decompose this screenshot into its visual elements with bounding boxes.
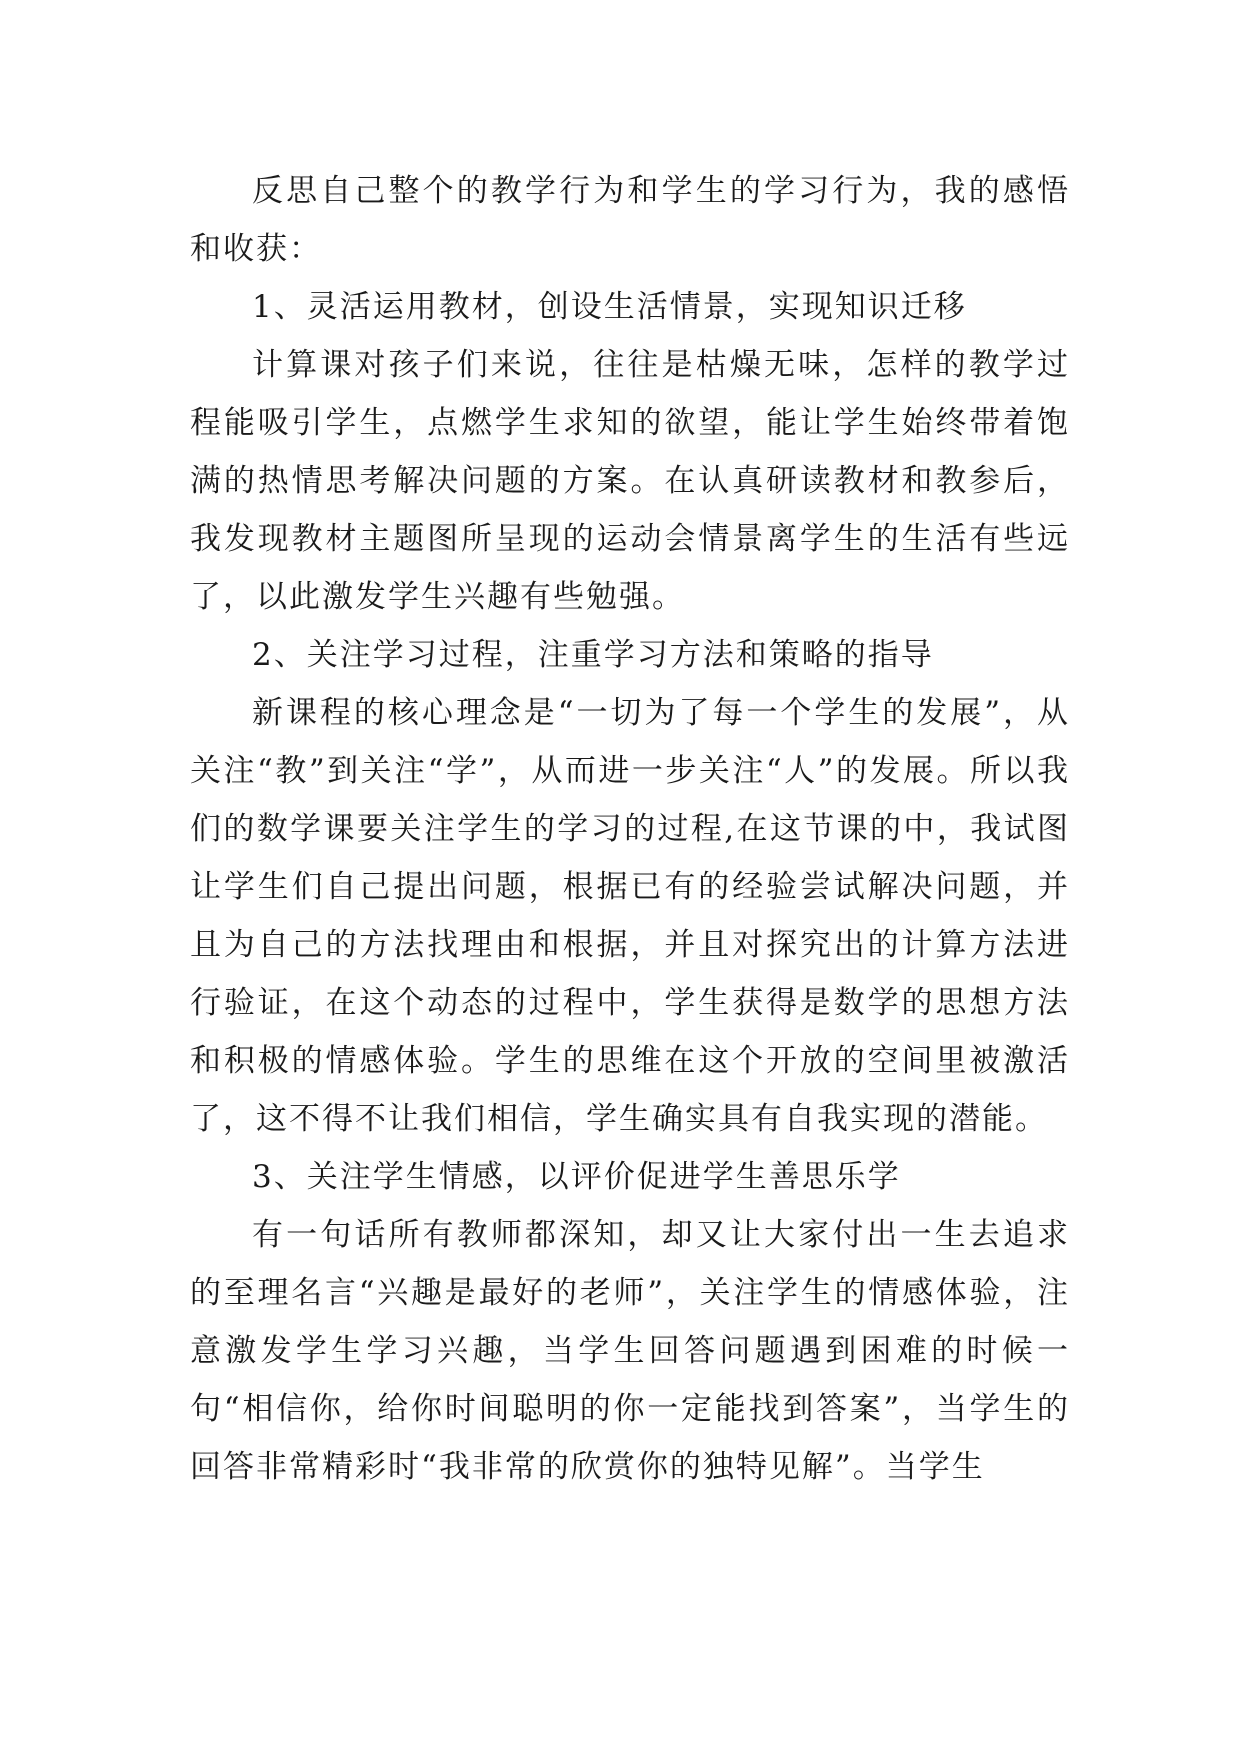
heading-3: 3、关注学生情感，以评价促进学生善思乐学 <box>252 1159 901 1195</box>
document-body <box>190 162 1070 1496</box>
heading-2: 2、关注学习过程，注重学习方法和策略的指导 <box>252 637 934 673</box>
paragraph-3: 有一句话所有教师都深知，却又让大家付出一生去追求的至理名言“兴趣是最好的老师”，关注学生的情感体验，注意激发学生学习兴趣，当学生回答问题遇到困难的时候一句“相信你，给你时间聪明的你一定能找到答案”，当学生的回答非常精彩时“我非常的欣赏你的独特见解”。当学生 <box>190 1217 1070 1485</box>
paragraph-2: 新课程的核心理念是“一切为了每一个学生的发展”，从关注“教”到关注“学”，从而进一步关注“人”的发展。所以我们的数学课要关注学生的学习的过程,在这节课的中，我试图让学生们自己提出问题，根据已有的经验尝试解决问题，并且为自己的方法找理由和根据，并且对探究出的计算方法进行验证，在这个动态的过程中，学生获得是数学的思想方法和积极的情感体验。学生的思维在这个开放的空间里被激活了，这不得不让我们相信，学生确实具有自我实现的潜能。 <box>190 695 1070 1137</box>
paragraph-1: 计算课对孩子们来说，往往是枯燥无味，怎样的教学过程能吸引学生，点燃学生求知的欲望，能让学生始终带着饱满的热情思考解决问题的方案。在认真研读教材和教参后，我发现教材主题图所呈现的运动会情景离学生的生活有些远了，以此激发学生兴趣有些勉强。 <box>190 347 1070 615</box>
paragraph-intro: 反思自己整个的教学行为和学生的学习行为，我的感悟和收获： <box>190 173 1070 267</box>
heading-1: 1、灵活运用教材，创设生活情景，实现知识迁移 <box>252 289 967 325</box>
